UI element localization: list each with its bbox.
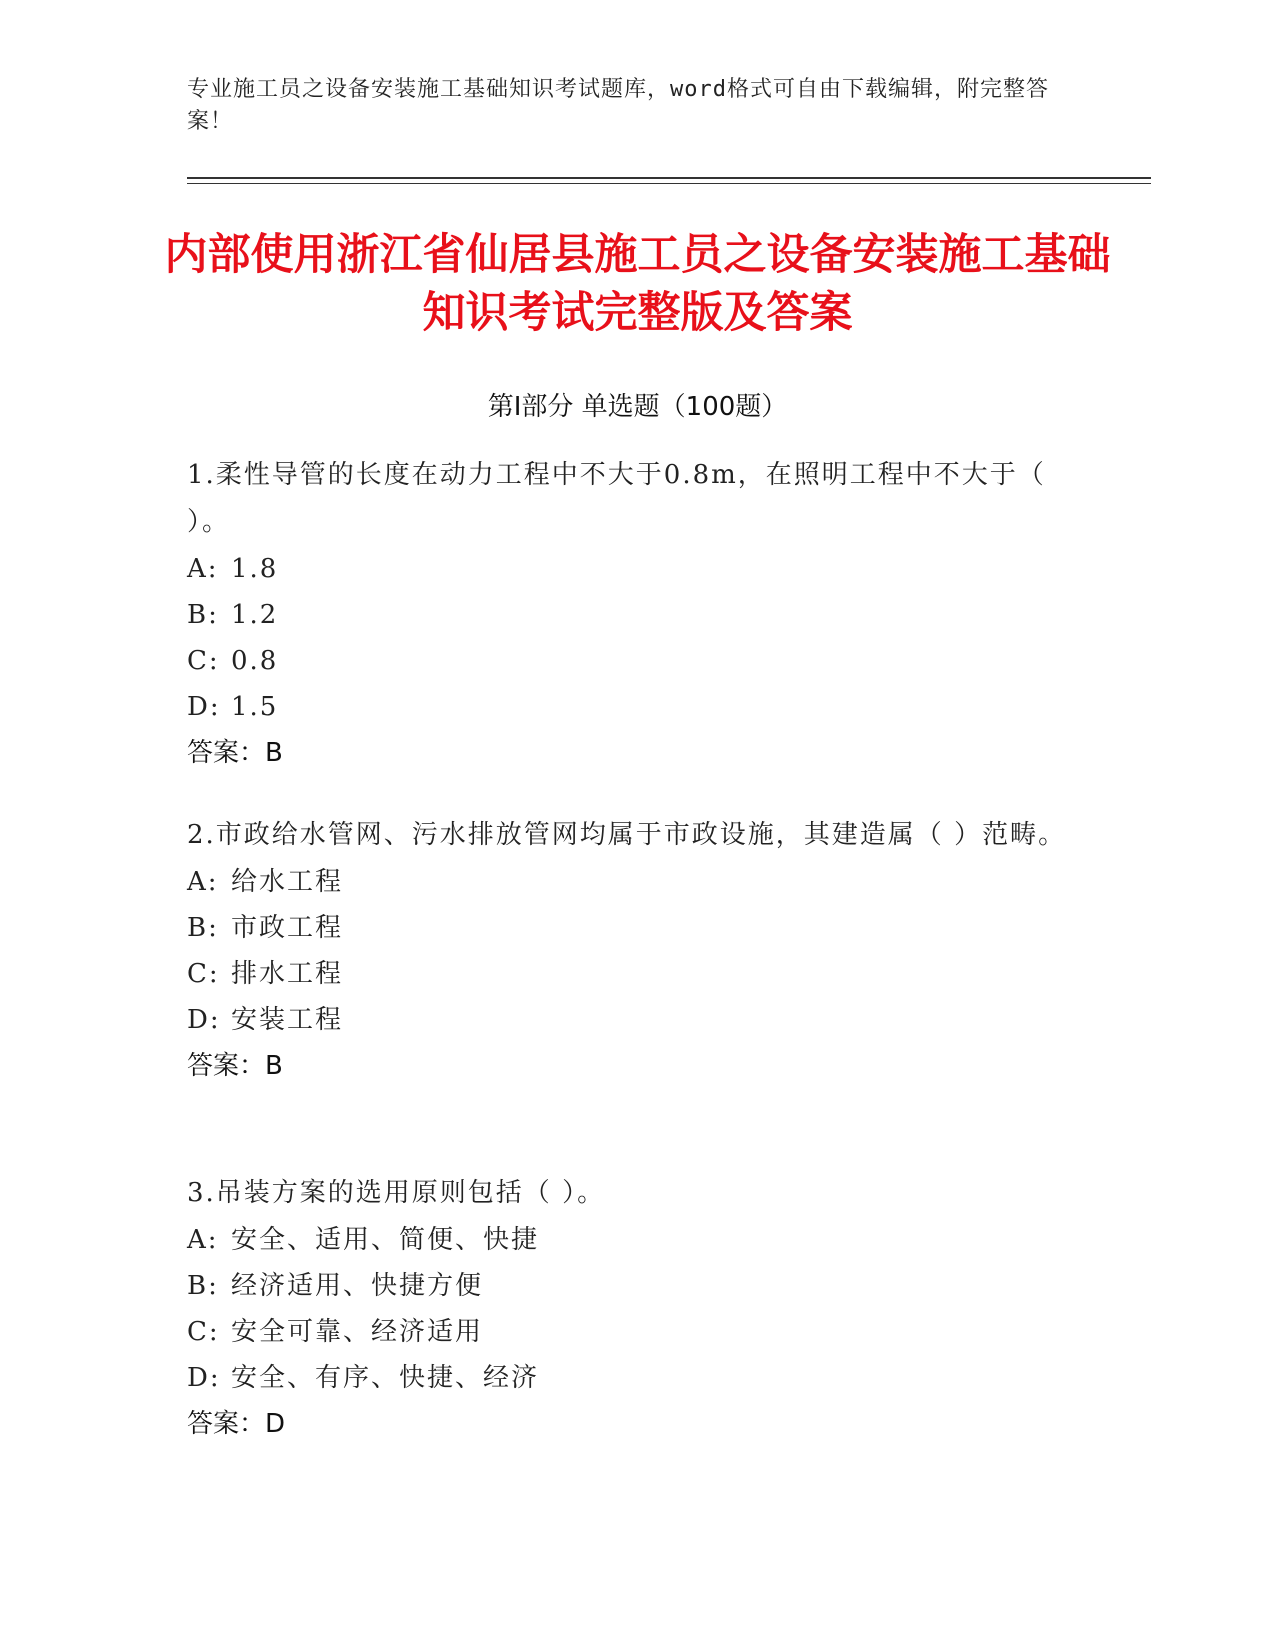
option-key: C: xyxy=(187,1317,220,1347)
option-a xyxy=(187,859,1087,905)
option-key: B: xyxy=(187,600,219,630)
option-d xyxy=(187,997,1087,1043)
document-title: 内部使用浙江省仙居县施工员之设备安装施工基础知识考试完整版及答案 xyxy=(164,230,1111,338)
header-rule-thin xyxy=(187,183,1151,184)
option-b xyxy=(187,1263,1087,1309)
option-key: A: xyxy=(187,554,219,584)
option-b xyxy=(187,905,1087,951)
option-value: 安装工程 xyxy=(231,1005,344,1035)
option-key: D: xyxy=(187,1363,221,1393)
question-3 xyxy=(187,1170,1087,1447)
option-c xyxy=(187,951,1087,997)
option-value: 1.5 xyxy=(231,692,279,722)
question-text: 2.市政给水管网、污水排放管网均属于市政设施，其建造属（ ）范畴。 xyxy=(187,820,1067,850)
option-key: C: xyxy=(187,646,220,676)
option-value: 排水工程 xyxy=(231,959,344,989)
answer: 答案：B xyxy=(187,1051,283,1081)
option-value: 经济适用、快捷方便 xyxy=(231,1271,484,1301)
question-text: 1.柔性导管的长度在动力工程中不大于0.8m，在照明工程中不大于（ ）。 xyxy=(187,460,1046,537)
option-key: B: xyxy=(187,913,219,943)
option-key: C: xyxy=(187,959,220,989)
option-value: 安全可靠、经济适用 xyxy=(231,1317,484,1347)
option-value: 给水工程 xyxy=(231,867,344,897)
section-heading: 第Ⅰ部分 单选题（100题） xyxy=(487,392,788,422)
option-d xyxy=(187,1355,1087,1401)
option-value: 市政工程 xyxy=(231,913,344,943)
option-value: 安全、适用、简便、快捷 xyxy=(231,1225,540,1255)
option-key: B: xyxy=(187,1271,219,1301)
option-b xyxy=(187,592,1087,638)
header-note: 专业施工员之设备安装施工基础知识考试题库，word格式可自由下载编辑，附完整答案！ xyxy=(187,77,1049,134)
option-d xyxy=(187,684,1087,730)
option-value: 安全、有序、快捷、经济 xyxy=(231,1363,540,1393)
answer: 答案：D xyxy=(187,1409,286,1439)
option-a xyxy=(187,546,1087,592)
option-key: D: xyxy=(187,1005,221,1035)
question-1 xyxy=(187,452,1087,776)
header-rule-thick xyxy=(187,177,1151,179)
question-text: 3.吊装方案的选用原则包括（ ）。 xyxy=(187,1178,606,1208)
answer: 答案：B xyxy=(187,738,283,768)
option-value: 1.2 xyxy=(231,600,279,630)
question-2 xyxy=(187,812,1087,1089)
option-a xyxy=(187,1217,1087,1263)
option-key: D: xyxy=(187,692,221,722)
option-key: A: xyxy=(187,1225,219,1255)
option-c xyxy=(187,638,1087,684)
option-value: 1.8 xyxy=(231,554,279,584)
option-key: A: xyxy=(187,867,219,897)
option-c xyxy=(187,1309,1087,1355)
option-value: 0.8 xyxy=(231,646,279,676)
